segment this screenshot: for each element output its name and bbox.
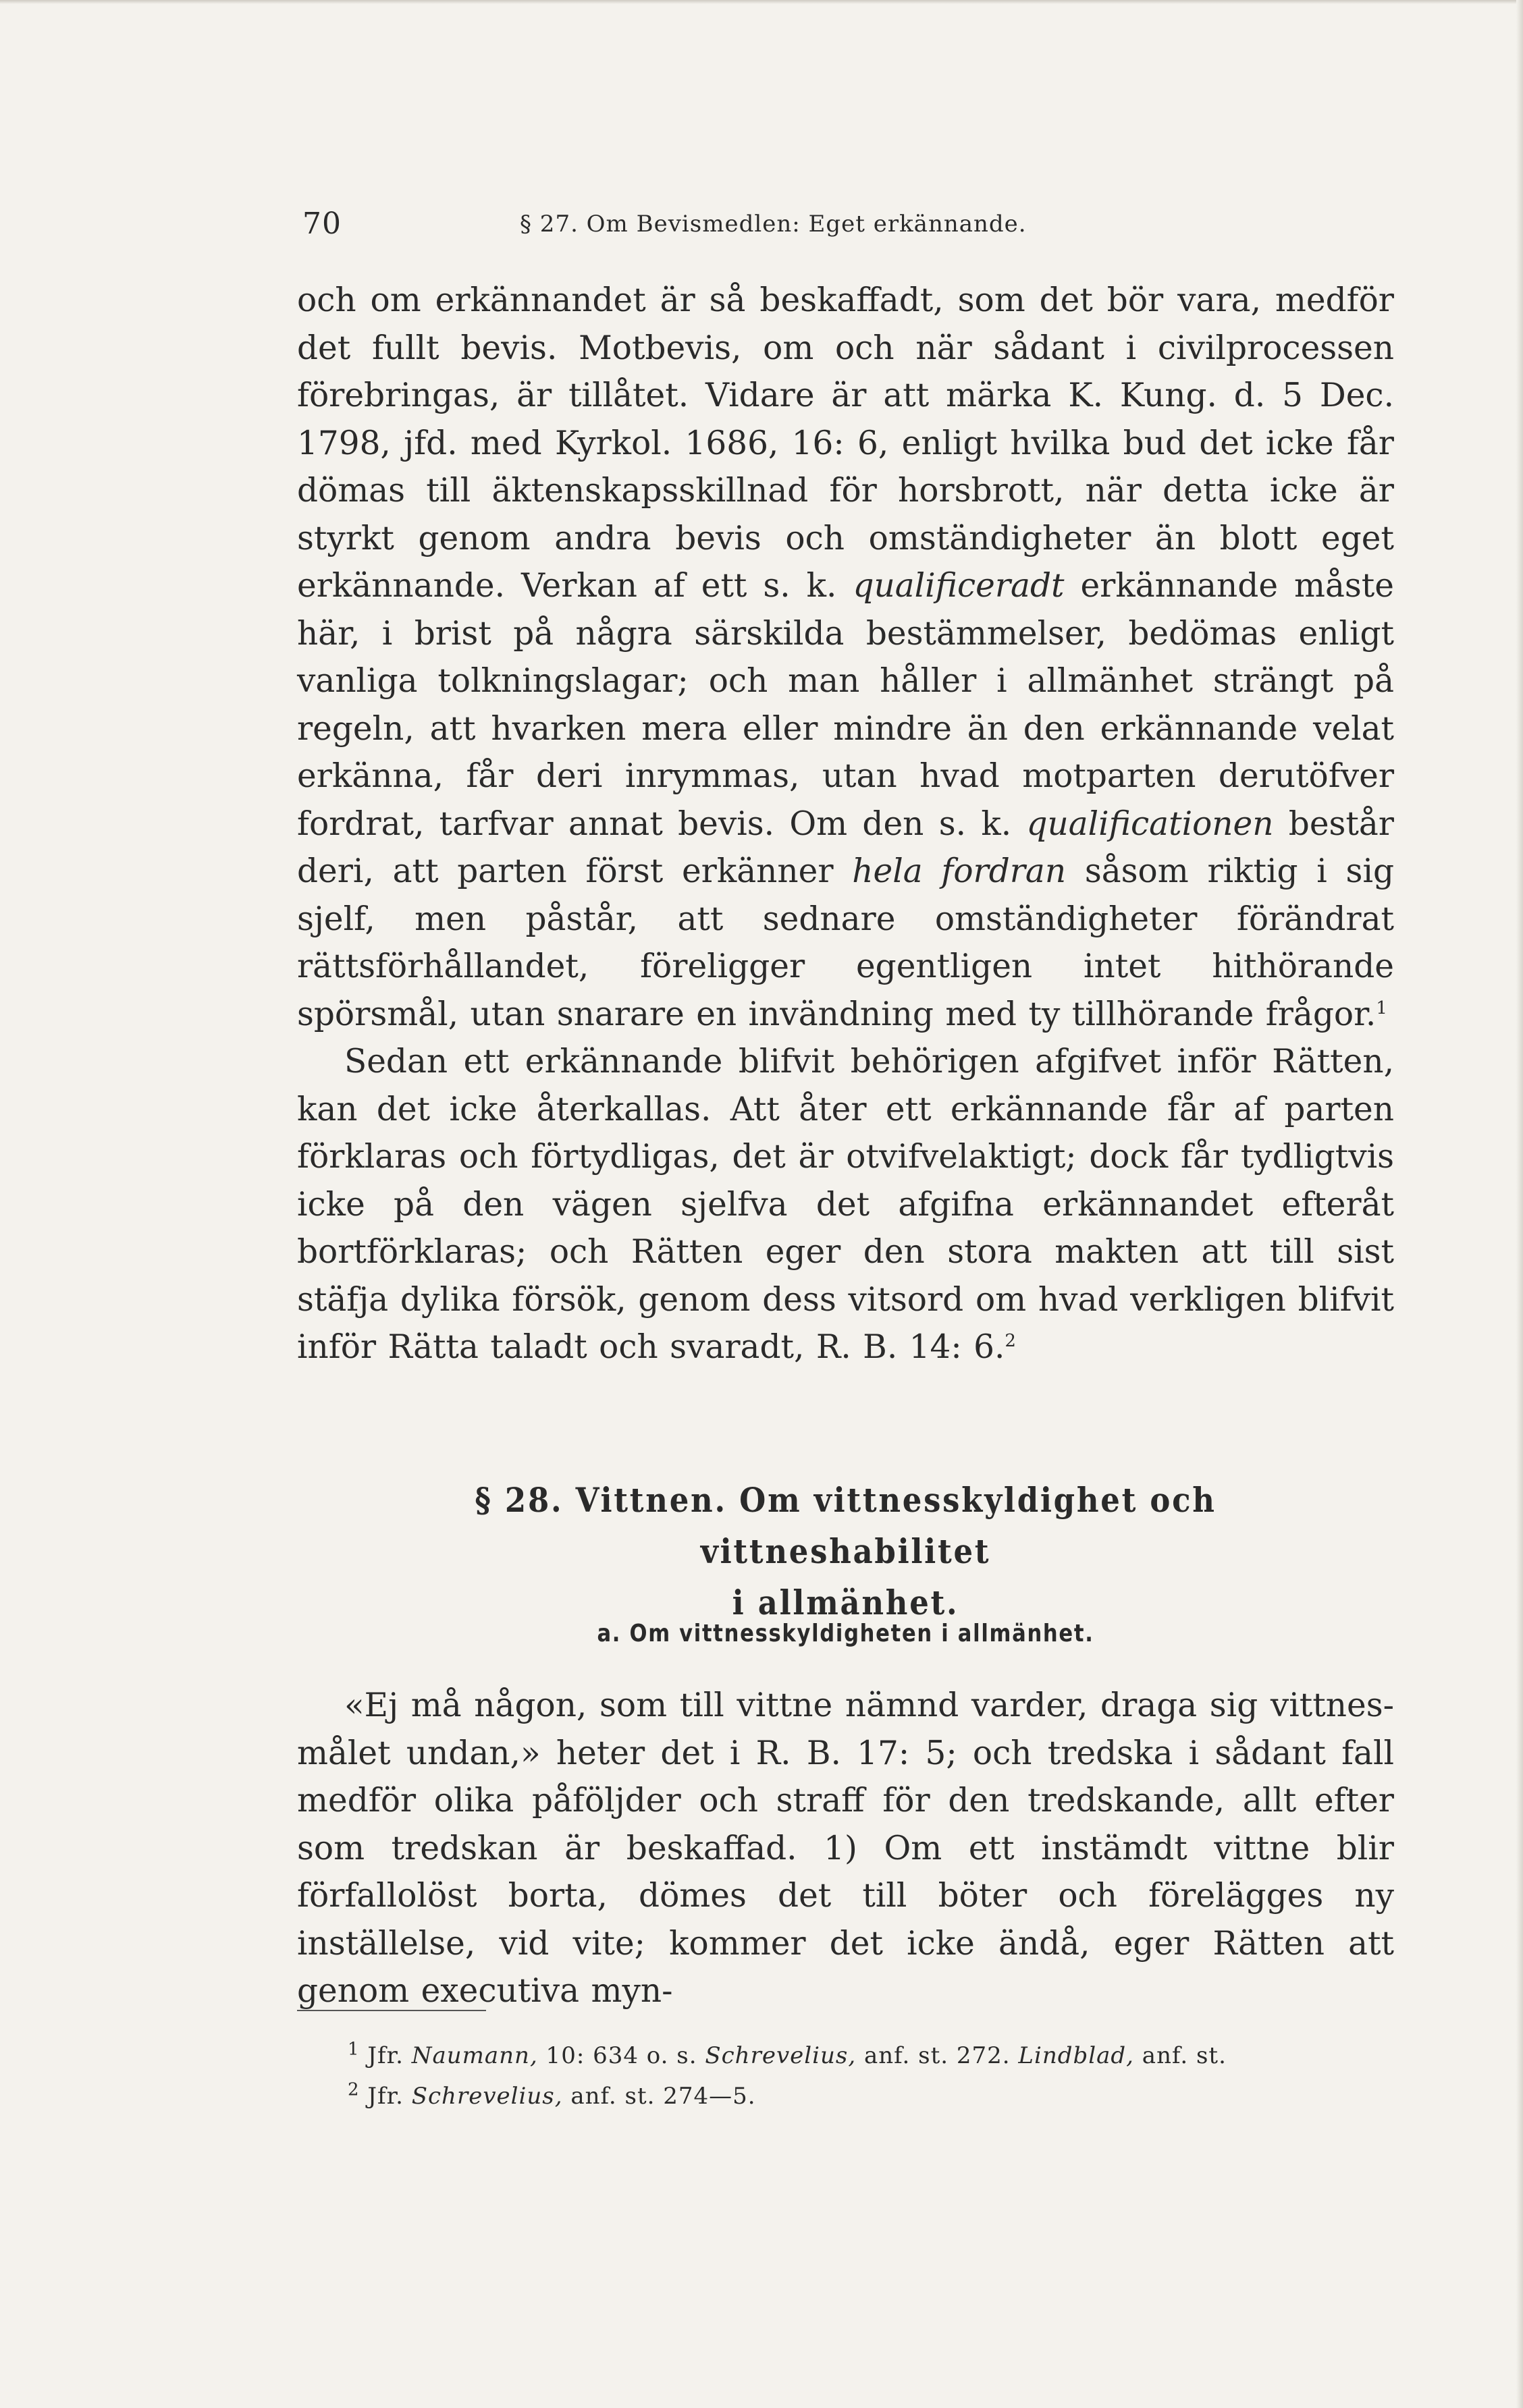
page-edge-top [0, 0, 1523, 4]
italic-term: qualificeradt [853, 567, 1065, 605]
footnote-ref-2: 2 [1005, 1330, 1016, 1351]
footnote-ref-1: 1 [1376, 997, 1387, 1018]
footnote-rule [297, 2010, 486, 2011]
subsection-a-heading: a. Om vittnesskyldigheten i allmänhet. [597, 1620, 1094, 1647]
footnotes [297, 2035, 1394, 2116]
paragraph-qualified-admission: och om erkännandet är så beskaffadt, som det bör vara, medför det fullt bevis. Motbevis, om och när sådant i civilprocessen förebringas, är tillåtet. Vidare är att märka K. Kung. d. 5 Dec. 1798, jfd. med Kyrkol. 1686, 16: 6, enligt hvilka bud det icke får dömas till äktenskapsskillnad för horsbrott, när detta icke är styrkt genom andra bevis och omständigheter än blott eget erkännande. Verkan af ett s. k. qualificeradt erkännande måste här, i brist på några särskilda bestämmelser, bedömas enligt vanliga tolkningslagar; och man håller i allmänhet strängt på regeln, att hvarken mera eller mindre än den erkännande velat erkänna, får deri inrymmas, utan hvad motparten derutöfver fordrat, tarfvar annat bevis. Om den s. k. qualificationen består deri, att parten först erkänner hela fordran såsom riktig i sig sjelf, men påstår, att sednare omständigheter förändrat rättsförhållandet, föreligger egentligen intet hithörande spörsmål, utan snarare en invändning med ty tillhörande frågor.$^1$ [297, 281, 1394, 1033]
page-edge-right [1516, 0, 1523, 2408]
section-28-heading-line1: § 28. Vittnen. Om vittnesskyldighet och vittneshabilitet [475, 1480, 1217, 1571]
section-27-body [297, 277, 1394, 1371]
page-number: 70 [302, 207, 342, 241]
section-28-body [297, 1682, 1394, 2015]
section-28-heading-line2: i allmänhet. [732, 1583, 959, 1622]
footnote-1: $^1$ Jfr. Naumann, 10: 634 o. s. Schrevelius, anf. st. 272. Lindblad, anf. st. [348, 2039, 1227, 2069]
running-header [297, 202, 1404, 250]
italic-term: qualificationen [1026, 804, 1274, 843]
section-28-heading [352, 1475, 1339, 1629]
footnote-2: $^2$ Jfr. Schrevelius, anf. st. 274—5. [348, 2079, 756, 2110]
running-title: § 27. Om Bevismedlen: Eget erkännande. [520, 211, 1027, 238]
italic-term: hela fordran [852, 852, 1067, 890]
paragraph-witness-duty: «Ej må någon, som till vittne nämnd varder, draga sig vittnesmålet undan,» heter det i R. B. 17: 5; och tredska i sådant fall medför olika påföljder och straff för den tredskande, allt efter som tredskan är beskaffad. 1) Om ett instämdt vittne blir förfallolöst borta, dömes det till böter och förelägges ny inställelse, vid vite; kommer det icke ändå, eger Rätten att genom executiva myn- [297, 1687, 1394, 2010]
paragraph-revocation: Sedan ett erkännande blifvit behörigen afgifvet inför Rätten, kan det icke återkallas. Att åter ett erkännande får af parten förklaras och förtydligas, det är otvifvelaktigt; dock får tydligtvis icke på den vägen sjelfva det afgifna erkännandet efteråt bortförklaras; och Rätten eger den stora makten att till sist stäfja dylika försök, genom dess vitsord om hvad verkligen blifvit inför Rätta taladt och svaradt, R. B. 14: 6.$^2$ [297, 1043, 1394, 1366]
